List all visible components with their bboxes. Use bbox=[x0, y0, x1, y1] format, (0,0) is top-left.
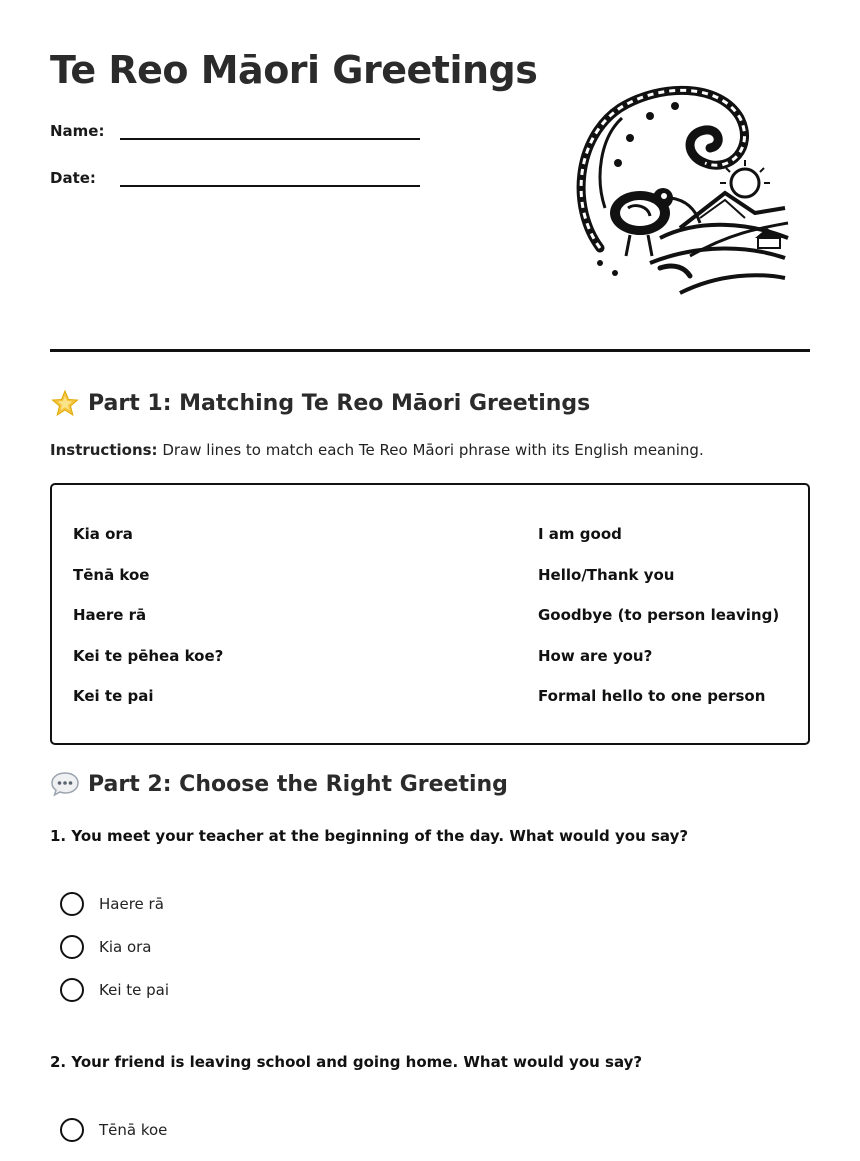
date-input-line[interactable] bbox=[120, 169, 420, 187]
question-2: 2. Your friend is leaving school and going home. What would you say? bbox=[50, 1053, 643, 1071]
q2-option-1[interactable] bbox=[60, 1118, 167, 1142]
part2-title bbox=[50, 771, 508, 797]
date-label: Date: bbox=[50, 169, 96, 187]
worksheet-header bbox=[50, 48, 810, 308]
instructions-text: Draw lines to match each Te Reo Māori phrase with its English meaning. bbox=[157, 441, 704, 459]
section-divider bbox=[50, 349, 810, 352]
option-label: Tēnā koe bbox=[99, 1121, 168, 1139]
name-input-line[interactable] bbox=[120, 122, 420, 140]
english-meaning[interactable]: Formal hello to one person bbox=[538, 687, 766, 705]
english-meaning[interactable]: Goodbye (to person leaving) bbox=[538, 606, 780, 624]
page-title: Te Reo Māori Greetings bbox=[50, 48, 538, 92]
maori-phrase[interactable]: Kei te pai bbox=[73, 687, 154, 705]
q1-option-1[interactable] bbox=[60, 892, 164, 916]
option-label: Kia ora bbox=[99, 938, 152, 956]
option-label: Haere rā bbox=[99, 895, 164, 913]
date-field bbox=[50, 169, 96, 187]
instructions-label: Instructions: bbox=[50, 441, 158, 459]
instructions bbox=[50, 441, 704, 459]
english-meaning[interactable]: I am good bbox=[538, 525, 622, 543]
option-label: Kei te pai bbox=[99, 981, 170, 999]
maori-phrase[interactable]: Tēnā koe bbox=[73, 565, 150, 584]
maori-phrase[interactable]: Kei te pēhea koe? bbox=[73, 646, 224, 665]
english-meaning[interactable]: Hello/Thank you bbox=[538, 565, 675, 584]
maori-kiwi-landscape-illustration bbox=[560, 78, 790, 298]
english-meaning[interactable]: How are you? bbox=[538, 646, 653, 665]
maori-phrase-list bbox=[73, 525, 223, 728]
maori-phrase[interactable]: Haere rā bbox=[73, 606, 147, 624]
q1-option-3[interactable] bbox=[60, 978, 169, 1002]
english-meaning-list bbox=[538, 525, 779, 728]
radio-button[interactable] bbox=[60, 935, 84, 959]
maori-phrase[interactable]: Kia ora bbox=[73, 525, 133, 543]
name-field bbox=[50, 122, 104, 140]
radio-button[interactable] bbox=[60, 1118, 84, 1142]
radio-button[interactable] bbox=[60, 978, 84, 1002]
part1-title bbox=[50, 390, 590, 416]
star-icon bbox=[50, 390, 80, 416]
question-1: 1. You meet your teacher at the beginning of the day. What would you say? bbox=[50, 827, 689, 845]
radio-button[interactable] bbox=[60, 892, 84, 916]
part2-title-text: Part 2: Choose the Right Greeting bbox=[88, 771, 508, 797]
q1-option-2[interactable] bbox=[60, 935, 152, 959]
name-label: Name: bbox=[50, 122, 105, 140]
matching-box bbox=[50, 483, 810, 745]
part1-title-text: Part 1: Matching Te Reo Māori Greetings bbox=[88, 390, 591, 416]
speech-bubble-icon bbox=[50, 771, 80, 797]
